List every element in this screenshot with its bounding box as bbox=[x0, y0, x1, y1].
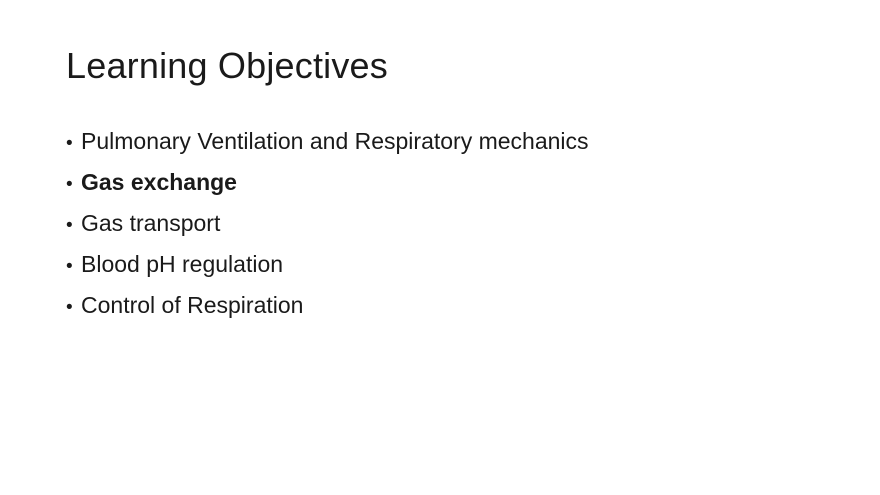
bullet-point-icon: • bbox=[66, 133, 73, 154]
list-item-label: Blood pH regulation bbox=[81, 251, 284, 277]
list-item-label: Pulmonary Ventilation and Respiratory mechanics bbox=[81, 128, 589, 154]
page-title: Learning Objectives bbox=[66, 45, 388, 86]
bullet-point-icon: • bbox=[66, 174, 73, 195]
list-item bbox=[66, 212, 826, 235]
list-item bbox=[66, 130, 826, 153]
list-item-label: Gas exchange bbox=[81, 169, 237, 195]
bullet-point-icon: • bbox=[66, 297, 73, 318]
objectives-list bbox=[66, 130, 826, 335]
list-item-label: Gas transport bbox=[81, 210, 221, 236]
list-item bbox=[66, 253, 826, 276]
bullet-point-icon: • bbox=[66, 215, 73, 236]
list-item-label: Control of Respiration bbox=[81, 292, 304, 318]
bullet-point-icon: • bbox=[66, 256, 73, 277]
list-item bbox=[66, 171, 826, 194]
list-item bbox=[66, 294, 826, 317]
